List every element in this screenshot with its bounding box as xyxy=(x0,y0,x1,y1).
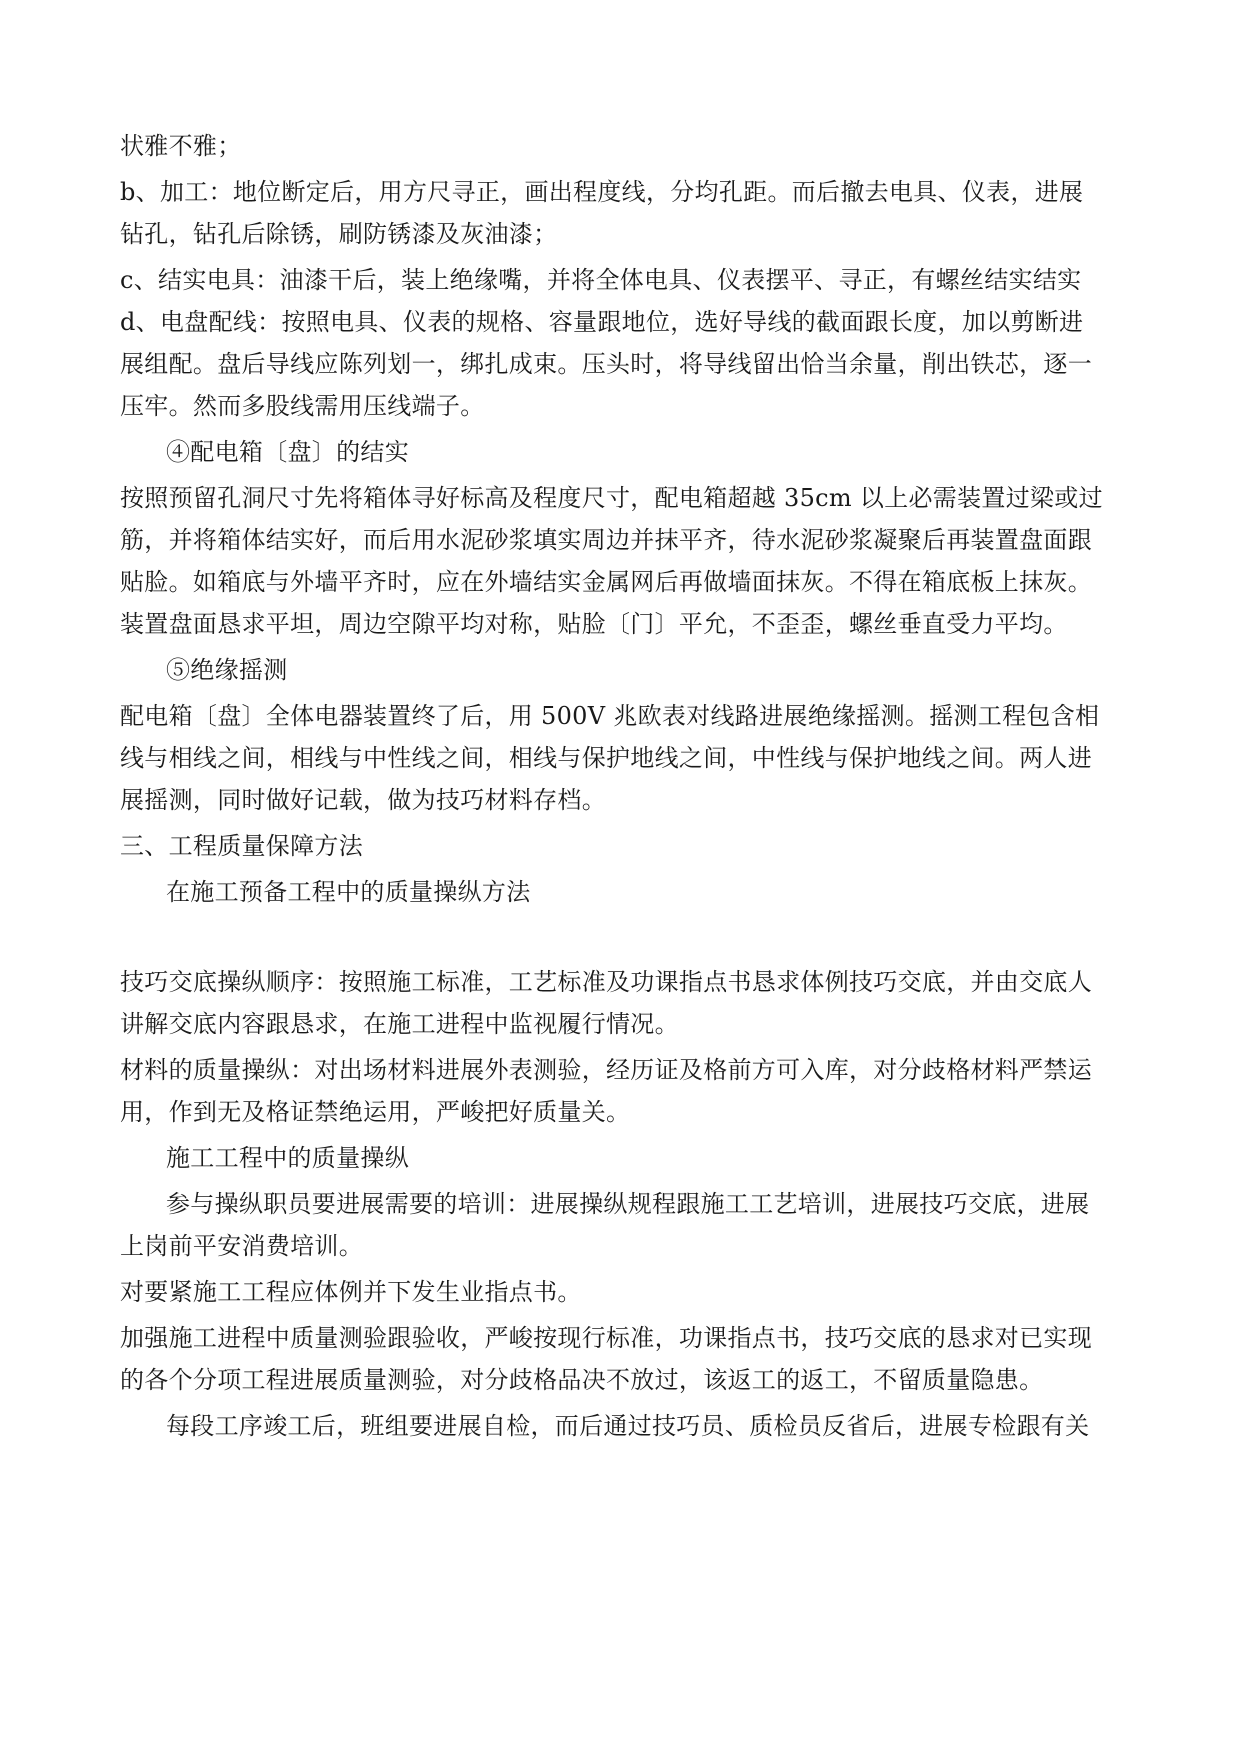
text-line: 技巧交底操纵顺序：按照施工标准，工艺标准及功课指点书恳求体例技巧交底，并由交底人 xyxy=(120,968,1092,996)
text-line: ⑤绝缘摇测 xyxy=(166,656,288,684)
text-line: 钻孔，钻孔后除锈，刷防锈漆及灰油漆； xyxy=(120,220,558,248)
text-line: 配电箱〔盘〕全体电器装置终了后，用 500V 兆欧表对线路进展绝缘摇测。摇测工程包含相 xyxy=(120,702,1100,730)
text-line: 三、工程质量保障方法 xyxy=(120,832,363,860)
paragraph-work-instructions xyxy=(120,1271,1120,1313)
text-line: 展摇测，同时做好记载，做为技巧材料存档。 xyxy=(120,786,606,814)
text-line: 的各个分项工程进展质量测验，对分歧格品决不放过，该返工的返工，不留质量隐患。 xyxy=(120,1366,1044,1394)
paragraph-panel-wiring xyxy=(120,301,1120,427)
text-line: 每段工序竣工后，班组要进展自检，而后通过技巧员、质检员反省后，进展专检跟有关 xyxy=(166,1412,1090,1440)
text-line: 对要紧施工工程应体例并下发生业指点书。 xyxy=(120,1278,582,1306)
text-line: c、结实电具：油漆干后，装上绝缘嘴，并将全体电具、仪表摆平、寻正，有螺丝结实结实 xyxy=(120,266,1082,294)
text-line: b、加工：地位断定后，用方尺寻正，画出程度线，分均孔距。而后撤去电具、仪表，进展 xyxy=(120,178,1084,206)
text-line: 按照预留孔洞尺寸先将箱体寻好标高及程度尺寸，配电箱超越 35cm 以上必需装置过梁或过 xyxy=(120,484,1103,512)
section-heading-quality xyxy=(120,825,1120,867)
text-line: 加强施工进程中质量测验跟验收，严峻按现行标准，功课指点书，技巧交底的恳求对已实现 xyxy=(120,1324,1092,1352)
text-line: 线与相线之间，相线与中性线之间，相线与保护地线之间，中性线与保护地线之间。两人进 xyxy=(120,744,1092,772)
heading-insulation-test xyxy=(120,649,1120,691)
paragraph-processing xyxy=(120,171,1120,255)
text-line: 筋，并将箱体结实好，而后用水泥砂浆填实周边并抹平齐，待水泥砂浆凝聚后再装置盘面跟 xyxy=(120,526,1092,554)
subheading-construction-quality xyxy=(120,1137,1120,1179)
text-line: ④配电箱〔盘〕的结实 xyxy=(166,438,409,466)
paragraph-self-check xyxy=(120,1405,1120,1447)
text-line: 状雅不雅； xyxy=(120,132,242,160)
subheading-preparation-quality xyxy=(120,871,1120,913)
text-line: 上岗前平安消费培训。 xyxy=(120,1232,363,1260)
text-line: 装置盘面恳求平坦，周边空隙平均对称，贴脸〔门〕平允，不歪歪，螺丝垂直受力平均。 xyxy=(120,610,1068,638)
text-line: 施工工程中的质量操纵 xyxy=(166,1144,409,1172)
text-line: 压牢。然而多股线需用压线端子。 xyxy=(120,392,485,420)
paragraph-fragment xyxy=(120,125,1120,167)
text-line: 材料的质量操纵：对出场材料进展外表测验，经历证及格前方可入库，对分歧格材料严禁运 xyxy=(120,1056,1092,1084)
paragraph-material-quality xyxy=(120,1049,1120,1133)
paragraph-box-installation xyxy=(120,477,1120,645)
paragraph-training xyxy=(120,1183,1120,1267)
text-line: d、电盘配线：按照电具、仪表的规格、容量跟地位，选好导线的截面跟长度，加以剪断进 xyxy=(120,308,1084,336)
paragraph-fix-appliances xyxy=(120,259,1120,301)
text-line: 参与操纵职员要进展需要的培训：进展操纵规程跟施工工艺培训，进展技巧交底，进展 xyxy=(166,1190,1090,1218)
paragraph-inspection xyxy=(120,1317,1120,1401)
text-line: 讲解交底内容跟恳求，在施工进程中监视履行情况。 xyxy=(120,1010,679,1038)
text-line: 在施工预备工程中的质量操纵方法 xyxy=(166,878,531,906)
text-line: 展组配。盘后导线应陈列划一，绑扎成束。压头时，将导线留出恰当余量，削出铁芯，逐一 xyxy=(120,350,1092,378)
text-line: 贴脸。如箱底与外墙平齐时，应在外墙结实金属网后再做墙面抹灰。不得在箱底板上抹灰。 xyxy=(120,568,1092,596)
paragraph-technical-disclosure xyxy=(120,961,1120,1045)
paragraph-insulation-test xyxy=(120,695,1120,821)
document-body xyxy=(120,125,1120,1447)
heading-box-installation xyxy=(120,431,1120,473)
text-line: 用，作到无及格证禁绝运用，严峻把好质量关。 xyxy=(120,1098,631,1126)
